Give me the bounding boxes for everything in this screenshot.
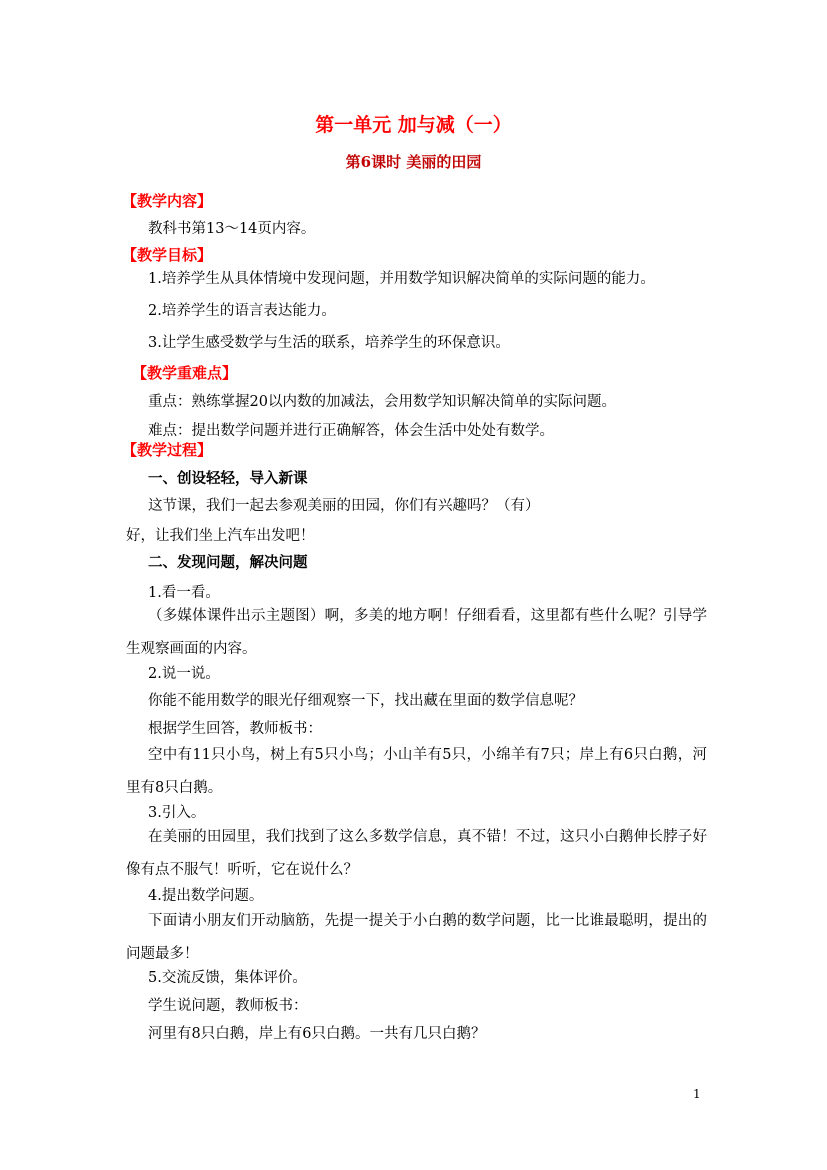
content-text: 教科书第13～14页内容。 bbox=[148, 221, 316, 237]
step4-label: 4.提出数学问题。 bbox=[148, 888, 264, 904]
page-number: 1 bbox=[693, 1087, 701, 1101]
step5-label: 5.交流反馈，集体评价。 bbox=[148, 970, 307, 986]
part1-heading: 一、创设轻轻，导入新课 bbox=[148, 470, 308, 487]
goal-item-3: 3.让学生感受数学与生活的联系，培养学生的环保意识。 bbox=[148, 335, 510, 351]
goals-heading: 【教学目标】 bbox=[122, 246, 213, 264]
step2-label: 2.说一说。 bbox=[148, 666, 220, 682]
step2-paragraph-1: 你能不能用数学的眼光仔细观察一下，找出藏在里面的数学信息呢？ bbox=[148, 693, 583, 709]
step2-paragraph-3: 空中有11只小鸟，树上有5只小鸟；小山羊有5只，小绵羊有7只；岸上有6只白鹅，河里有8只白鹅。 bbox=[126, 747, 707, 796]
unit-title: 第一单元 加与减（一） bbox=[315, 114, 512, 136]
process-heading: 【教学过程】 bbox=[122, 441, 213, 459]
step5-paragraph-1: 学生说问题，教师板书： bbox=[148, 998, 308, 1014]
keypoints-heading: 【教学重难点】 bbox=[132, 364, 238, 382]
step4-paragraph: 下面请小朋友们开动脑筋，先提一提关于小白鹅的数学问题，比一比谁最聪明，提出的问题最多！ bbox=[126, 913, 707, 962]
part1-line-1: 这节课，我们一起去参观美丽的田园，你们有兴趣吗？（有） bbox=[148, 498, 540, 514]
step2-paragraph-2: 根据学生回答，教师板书： bbox=[148, 721, 322, 737]
step1-label: 1.看一看。 bbox=[148, 585, 220, 601]
part1-line-2: 好，让我们坐上汽车出发吧！ bbox=[126, 528, 315, 544]
difficulty-text: 难点：提出数学问题并进行正确解答，体会生活中处处有数学。 bbox=[148, 423, 554, 439]
lesson-subtitle: 第6课时 美丽的田园 bbox=[345, 153, 482, 171]
step1-paragraph: （多媒体课件出示主题图）啊，多美的地方啊！仔细看看，这里都有些什么呢？引导学生观察画面的内容。 bbox=[126, 608, 707, 657]
keypoint-text: 重点：熟练掌握20以内数的加减法，会用数学知识解决简单的实际问题。 bbox=[148, 394, 616, 410]
content-heading: 【教学内容】 bbox=[122, 192, 213, 210]
goal-item-2: 2.培养学生的语言表达能力。 bbox=[148, 303, 336, 319]
part2-heading: 二、发现问题，解决问题 bbox=[148, 554, 308, 571]
step5-paragraph-2: 河里有8只白鹅，岸上有6只白鹅。一共有几只白鹅？ bbox=[148, 1026, 486, 1042]
goal-item-1: 1.培养学生从具体情境中发现问题，并用数学知识解决简单的实际问题的能力。 bbox=[148, 271, 655, 287]
step3-paragraph: 在美丽的田园里，我们找到了这么多数学信息，真不错！不过，这只小白鹅伸长脖子好像有点不服气！听听，它在说什么？ bbox=[126, 829, 707, 878]
step3-label: 3.引入。 bbox=[148, 805, 206, 821]
